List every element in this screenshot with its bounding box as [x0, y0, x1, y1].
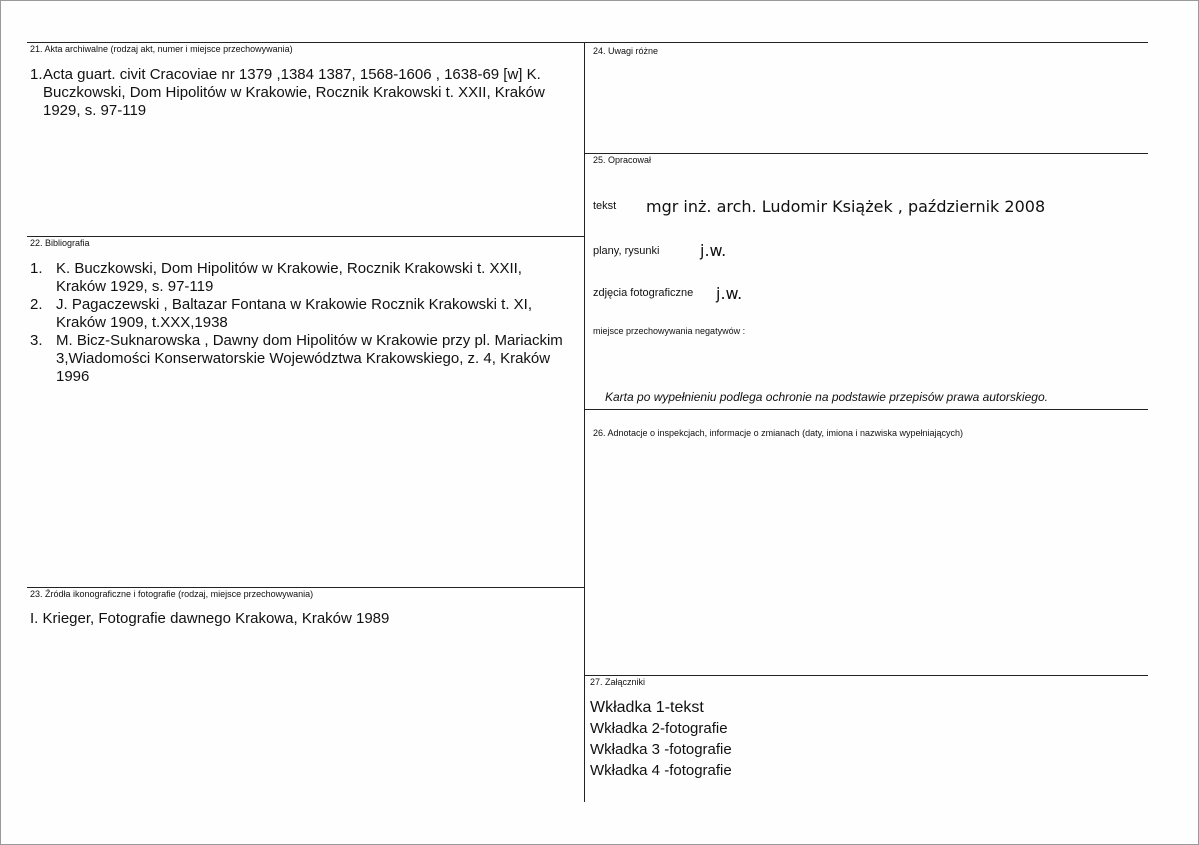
list-item: Wkładka 3 -fotografie	[590, 741, 732, 758]
section-23-label: 23. Źródła ikonograficzne i fotografie (rodzaj, miejsce przechowywania)	[30, 589, 314, 599]
rule-23	[27, 587, 584, 588]
section-22-label: 22. Bibliografia	[30, 238, 90, 248]
zdjecia-value: j.w.	[716, 284, 743, 303]
section-21-label: 21. Akta archiwalne (rodzaj akt, numer i miejsce przechowywania)	[30, 44, 293, 54]
list-item	[30, 260, 565, 296]
tekst-label: tekst	[593, 200, 617, 212]
plany-value: j.w.	[700, 241, 727, 260]
list-item: Wkładka 1-tekst	[590, 699, 704, 716]
list-item	[30, 332, 565, 386]
section-21-content	[30, 66, 582, 120]
archive-item-number: 1.	[30, 66, 43, 83]
bibliography-text: M. Bicz-Suknarowska , Dawny dom Hipolitów w Krakowie przy pl. Mariackim 3,Wiadomości Konserwatorskie Województwa Krakowskiego, z. 4, Kraków 1996	[56, 332, 563, 385]
bibliography-text: J. Pagaczewski , Baltazar Fontana w Krakowie Rocznik Krakowski t. XI, Kraków 1909, t.XXX,1938	[56, 296, 533, 331]
plany-label: plany, rysunki	[593, 245, 660, 257]
rule-22	[27, 236, 584, 237]
copyright-note: Karta po wypełnieniu podlega ochronie na podstawie przepisów prawa autorskiego.	[605, 390, 1048, 404]
attachments-list	[590, 697, 732, 781]
bibliography-number: 1.	[30, 260, 43, 277]
archive-item-text: Acta guart. civit Cracoviae nr 1379 ,1384 1387, 1568-1606 , 1638-69 [w] K. Buczkowski, Dom Hipolitów w Krakowie, Rocznik Krakowski t. XXII, Kraków 1929, s. 97-119	[43, 66, 545, 119]
archive-item	[30, 66, 582, 120]
list-item: Wkładka 4 -fotografie	[590, 762, 732, 779]
bibliography-list	[30, 260, 565, 386]
center-divider	[584, 42, 585, 802]
rule-27	[584, 675, 1148, 676]
tekst-value: mgr inż. arch. Ludomir Książek , październik 2008	[646, 197, 1046, 216]
bibliography-text: K. Buczkowski, Dom Hipolitów w Krakowie, Rocznik Krakowski t. XXII, Kraków 1929, s. 97-119	[56, 260, 522, 295]
zdjecia-label: zdjęcia fotograficzne	[593, 287, 694, 299]
section-27-label: 27. Załączniki	[590, 677, 646, 687]
iconography-text: I. Krieger, Fotografie dawnego Krakowa, Kraków 1989	[30, 610, 390, 627]
list-item	[30, 296, 565, 332]
top-rule	[27, 42, 1148, 43]
rule-25	[584, 153, 1148, 154]
bibliography-number: 2.	[30, 296, 43, 313]
section-25-label: 25. Opracował	[593, 155, 652, 165]
list-item: Wkładka 2-fotografie	[590, 720, 728, 737]
rule-26	[584, 409, 1148, 410]
section-26-label: 26. Adnotacje o inspekcjach, informacje o zmianach (daty, imiona i nazwiska wypełniających)	[593, 428, 964, 438]
section-24-label: 24. Uwagi różne	[593, 46, 659, 56]
negatywy-label: miejsce przechowywania negatywów :	[593, 326, 746, 336]
bibliography-number: 3.	[30, 332, 43, 349]
